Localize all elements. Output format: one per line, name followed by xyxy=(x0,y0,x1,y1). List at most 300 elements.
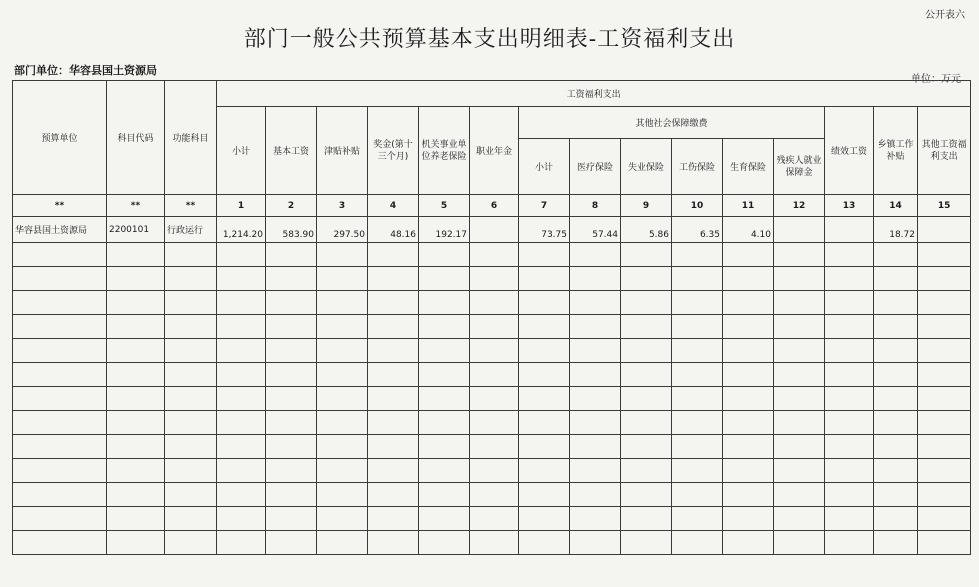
empty-cell xyxy=(774,339,825,363)
empty-cell xyxy=(825,243,874,267)
empty-cell xyxy=(825,363,874,387)
empty-cell xyxy=(317,267,368,291)
empty-cell xyxy=(165,363,217,387)
empty-cell xyxy=(419,267,470,291)
empty-cell xyxy=(13,339,107,363)
empty-cell xyxy=(519,267,570,291)
empty-cell xyxy=(470,339,519,363)
empty-cell xyxy=(672,507,723,531)
empty-cell xyxy=(317,507,368,531)
empty-cell xyxy=(723,315,774,339)
empty-cell xyxy=(672,267,723,291)
cell-performance xyxy=(825,217,874,243)
empty-cell xyxy=(165,291,217,315)
header-maternity: 生育保险 xyxy=(723,139,774,195)
index-cell: 4 xyxy=(368,195,419,217)
empty-cell xyxy=(874,387,918,411)
empty-cell xyxy=(107,483,165,507)
empty-cell xyxy=(918,387,971,411)
empty-cell xyxy=(470,531,519,555)
empty-cell xyxy=(570,435,621,459)
index-cell: 10 xyxy=(672,195,723,217)
cell-function-subject: 行政运行 xyxy=(165,217,217,243)
empty-cell xyxy=(672,243,723,267)
empty-cell xyxy=(107,243,165,267)
empty-cell xyxy=(723,387,774,411)
empty-cell xyxy=(165,315,217,339)
empty-cell xyxy=(419,387,470,411)
empty-cell xyxy=(217,507,266,531)
index-cell: 12 xyxy=(774,195,825,217)
empty-cell xyxy=(519,387,570,411)
empty-cell xyxy=(918,507,971,531)
empty-cell xyxy=(570,315,621,339)
cell-allowance: 297.50 xyxy=(317,217,368,243)
empty-cell xyxy=(825,267,874,291)
empty-cell xyxy=(621,363,672,387)
header-unemployment: 失业保险 xyxy=(621,139,672,195)
empty-row xyxy=(13,339,971,363)
empty-cell xyxy=(918,291,971,315)
empty-cell xyxy=(217,387,266,411)
empty-cell xyxy=(672,531,723,555)
index-cell: 2 xyxy=(266,195,317,217)
empty-cell xyxy=(874,531,918,555)
empty-cell xyxy=(723,411,774,435)
empty-cell xyxy=(419,363,470,387)
empty-cell xyxy=(217,267,266,291)
empty-cell xyxy=(774,411,825,435)
empty-cell xyxy=(570,267,621,291)
cell-subtotal: 1,214.20 xyxy=(217,217,266,243)
index-cell: ** xyxy=(13,195,107,217)
empty-cell xyxy=(368,507,419,531)
header-injury: 工伤保险 xyxy=(672,139,723,195)
empty-row xyxy=(13,507,971,531)
empty-cell xyxy=(774,315,825,339)
empty-cell xyxy=(774,243,825,267)
empty-cell xyxy=(825,387,874,411)
empty-cell xyxy=(570,507,621,531)
empty-cell xyxy=(774,507,825,531)
empty-cell xyxy=(165,267,217,291)
empty-cell xyxy=(874,243,918,267)
department-label: 部门单位：华容县国土资源局 xyxy=(14,64,157,77)
empty-cell xyxy=(368,459,419,483)
empty-row xyxy=(13,483,971,507)
cell-other-welfare xyxy=(918,217,971,243)
empty-cell xyxy=(723,267,774,291)
empty-cell xyxy=(107,267,165,291)
empty-cell xyxy=(13,291,107,315)
empty-cell xyxy=(672,483,723,507)
header-social-subtotal: 小计 xyxy=(519,139,570,195)
header-township: 乡镇工作补贴 xyxy=(874,107,918,195)
empty-cell xyxy=(419,531,470,555)
empty-cell xyxy=(470,315,519,339)
empty-cell xyxy=(368,291,419,315)
empty-cell xyxy=(825,531,874,555)
empty-cell xyxy=(570,459,621,483)
cell-township: 18.72 xyxy=(874,217,918,243)
empty-cell xyxy=(419,411,470,435)
empty-cell xyxy=(723,339,774,363)
empty-cell xyxy=(317,435,368,459)
empty-cell xyxy=(825,459,874,483)
empty-cell xyxy=(317,291,368,315)
empty-cell xyxy=(317,387,368,411)
empty-cell xyxy=(13,483,107,507)
unit-label: 单位：万元 xyxy=(911,74,961,85)
empty-cell xyxy=(874,459,918,483)
empty-cell xyxy=(217,243,266,267)
empty-cell xyxy=(918,363,971,387)
empty-cell xyxy=(918,339,971,363)
header-other-social: 其他社会保障缴费 xyxy=(519,107,825,139)
empty-cell xyxy=(621,267,672,291)
index-cell: 13 xyxy=(825,195,874,217)
empty-cell xyxy=(317,363,368,387)
empty-cell xyxy=(621,483,672,507)
empty-cell xyxy=(165,531,217,555)
empty-cell xyxy=(419,435,470,459)
header-basic-salary: 基本工资 xyxy=(266,107,317,195)
empty-cell xyxy=(570,483,621,507)
empty-cell xyxy=(470,435,519,459)
header-pension: 机关事业单位养老保险 xyxy=(419,107,470,195)
index-cell: 6 xyxy=(470,195,519,217)
empty-cell xyxy=(874,483,918,507)
empty-row xyxy=(13,243,971,267)
empty-cell xyxy=(419,315,470,339)
empty-cell xyxy=(621,459,672,483)
empty-cell xyxy=(570,339,621,363)
empty-cell xyxy=(13,243,107,267)
index-cell: 11 xyxy=(723,195,774,217)
empty-cell xyxy=(107,411,165,435)
empty-cell xyxy=(107,387,165,411)
empty-cell xyxy=(266,339,317,363)
empty-cell xyxy=(774,363,825,387)
empty-cell xyxy=(217,531,266,555)
empty-cell xyxy=(266,435,317,459)
empty-cell xyxy=(723,483,774,507)
empty-cell xyxy=(918,243,971,267)
empty-cell xyxy=(874,435,918,459)
header-performance: 绩效工资 xyxy=(825,107,874,195)
empty-cell xyxy=(217,339,266,363)
empty-cell xyxy=(825,507,874,531)
header-budget-unit: 预算单位 xyxy=(13,81,107,195)
empty-cell xyxy=(317,315,368,339)
index-cell: 8 xyxy=(570,195,621,217)
empty-cell xyxy=(672,363,723,387)
empty-cell xyxy=(621,387,672,411)
header-subject-code: 科目代码 xyxy=(107,81,165,195)
empty-cell xyxy=(217,291,266,315)
empty-cell xyxy=(672,291,723,315)
index-cell: 14 xyxy=(874,195,918,217)
empty-cell xyxy=(13,411,107,435)
empty-cell xyxy=(368,339,419,363)
cell-medical: 57.44 xyxy=(570,217,621,243)
empty-cell xyxy=(419,339,470,363)
empty-cell xyxy=(570,531,621,555)
empty-cell xyxy=(266,291,317,315)
empty-cell xyxy=(519,507,570,531)
empty-cell xyxy=(165,243,217,267)
empty-cell xyxy=(470,459,519,483)
empty-cell xyxy=(874,315,918,339)
empty-cell xyxy=(621,315,672,339)
empty-cell xyxy=(266,411,317,435)
empty-cell xyxy=(419,483,470,507)
empty-cell xyxy=(519,531,570,555)
empty-cell xyxy=(317,243,368,267)
empty-cell xyxy=(107,531,165,555)
empty-cell xyxy=(825,483,874,507)
index-cell: 15 xyxy=(918,195,971,217)
empty-cell xyxy=(621,291,672,315)
cell-subject-code: 2200101 xyxy=(107,217,165,243)
empty-cell xyxy=(13,459,107,483)
empty-cell xyxy=(723,291,774,315)
empty-cell xyxy=(13,363,107,387)
empty-cell xyxy=(774,267,825,291)
empty-cell xyxy=(470,483,519,507)
empty-cell xyxy=(317,459,368,483)
empty-cell xyxy=(723,507,774,531)
empty-cell xyxy=(874,411,918,435)
empty-cell xyxy=(519,483,570,507)
empty-cell xyxy=(774,459,825,483)
empty-cell xyxy=(107,507,165,531)
index-cell: 9 xyxy=(621,195,672,217)
empty-cell xyxy=(266,243,317,267)
header-bonus: 奖金(第十三个月) xyxy=(368,107,419,195)
empty-row xyxy=(13,387,971,411)
empty-cell xyxy=(419,507,470,531)
empty-cell xyxy=(13,435,107,459)
empty-cell xyxy=(874,291,918,315)
empty-cell xyxy=(621,339,672,363)
empty-cell xyxy=(519,315,570,339)
index-cell: 3 xyxy=(317,195,368,217)
empty-row xyxy=(13,315,971,339)
empty-cell xyxy=(774,435,825,459)
empty-cell xyxy=(918,267,971,291)
empty-cell xyxy=(368,387,419,411)
empty-cell xyxy=(918,531,971,555)
empty-cell xyxy=(165,339,217,363)
empty-cell xyxy=(13,387,107,411)
empty-cell xyxy=(825,435,874,459)
empty-cell xyxy=(672,339,723,363)
empty-cell xyxy=(419,243,470,267)
empty-cell xyxy=(107,435,165,459)
empty-cell xyxy=(774,291,825,315)
empty-cell xyxy=(672,411,723,435)
empty-cell xyxy=(165,483,217,507)
empty-cell xyxy=(217,483,266,507)
empty-cell xyxy=(874,339,918,363)
empty-cell xyxy=(570,243,621,267)
empty-cell xyxy=(107,315,165,339)
empty-cell xyxy=(470,243,519,267)
empty-cell xyxy=(621,411,672,435)
page-title: 部门一般公共预算基本支出明细表-工资福利支出 xyxy=(243,27,736,52)
empty-cell xyxy=(217,411,266,435)
empty-cell xyxy=(165,411,217,435)
empty-cell xyxy=(317,339,368,363)
cell-maternity: 4.10 xyxy=(723,217,774,243)
empty-cell xyxy=(672,387,723,411)
cell-occupational-annuity xyxy=(470,217,519,243)
empty-cell xyxy=(774,483,825,507)
empty-cell xyxy=(266,531,317,555)
empty-cell xyxy=(519,363,570,387)
empty-row xyxy=(13,267,971,291)
cell-pension: 192.17 xyxy=(419,217,470,243)
empty-cell xyxy=(470,411,519,435)
empty-cell xyxy=(217,363,266,387)
empty-cell xyxy=(266,507,317,531)
empty-cell xyxy=(165,507,217,531)
empty-row xyxy=(13,435,971,459)
empty-cell xyxy=(317,411,368,435)
empty-cell xyxy=(621,435,672,459)
empty-cell xyxy=(368,435,419,459)
empty-cell xyxy=(672,459,723,483)
empty-cell xyxy=(217,459,266,483)
empty-cell xyxy=(621,507,672,531)
empty-cell xyxy=(470,507,519,531)
empty-cell xyxy=(874,363,918,387)
header-wage-welfare: 工资福利支出 xyxy=(217,81,971,107)
empty-row xyxy=(13,291,971,315)
header-other-welfare: 其他工资福利支出 xyxy=(918,107,971,195)
empty-cell xyxy=(570,363,621,387)
cell-social-subtotal: 73.75 xyxy=(519,217,570,243)
header-disabled: 残疾人就业保障金 xyxy=(774,139,825,195)
empty-cell xyxy=(825,339,874,363)
empty-cell xyxy=(217,315,266,339)
expenditure-table xyxy=(12,80,971,555)
cell-disabled xyxy=(774,217,825,243)
empty-row xyxy=(13,531,971,555)
empty-cell xyxy=(918,411,971,435)
cell-bonus: 48.16 xyxy=(368,217,419,243)
empty-cell xyxy=(419,291,470,315)
empty-cell xyxy=(825,315,874,339)
index-cell: 7 xyxy=(519,195,570,217)
empty-cell xyxy=(107,459,165,483)
empty-cell xyxy=(107,291,165,315)
empty-cell xyxy=(825,411,874,435)
empty-cell xyxy=(266,363,317,387)
empty-cell xyxy=(470,291,519,315)
index-cell: 1 xyxy=(217,195,266,217)
empty-cell xyxy=(918,483,971,507)
empty-cell xyxy=(368,531,419,555)
index-row xyxy=(13,195,971,217)
empty-cell xyxy=(470,267,519,291)
empty-cell xyxy=(570,411,621,435)
index-cell: ** xyxy=(107,195,165,217)
empty-cell xyxy=(874,507,918,531)
empty-cell xyxy=(368,363,419,387)
empty-cell xyxy=(621,243,672,267)
empty-cell xyxy=(317,531,368,555)
empty-cell xyxy=(723,459,774,483)
empty-cell xyxy=(13,315,107,339)
empty-cell xyxy=(107,363,165,387)
empty-cell xyxy=(672,435,723,459)
empty-cell xyxy=(368,267,419,291)
empty-cell xyxy=(13,531,107,555)
empty-cell xyxy=(419,459,470,483)
cell-basic-salary: 583.90 xyxy=(266,217,317,243)
empty-cell xyxy=(266,315,317,339)
empty-cell xyxy=(519,243,570,267)
header-function-subject: 功能科目 xyxy=(165,81,217,195)
empty-cell xyxy=(266,267,317,291)
empty-cell xyxy=(621,531,672,555)
empty-cell xyxy=(918,435,971,459)
index-cell: ** xyxy=(165,195,217,217)
empty-cell xyxy=(165,459,217,483)
empty-cell xyxy=(368,483,419,507)
empty-cell xyxy=(368,315,419,339)
empty-row xyxy=(13,363,971,387)
empty-cell xyxy=(570,387,621,411)
empty-cell xyxy=(723,243,774,267)
public-table-label: 公开表六 xyxy=(925,10,965,21)
empty-cell xyxy=(266,459,317,483)
empty-cell xyxy=(874,267,918,291)
header-subtotal: 小计 xyxy=(217,107,266,195)
header-allowance: 津贴补贴 xyxy=(317,107,368,195)
empty-cell xyxy=(774,531,825,555)
cell-unemployment: 5.86 xyxy=(621,217,672,243)
empty-cell xyxy=(723,435,774,459)
header-medical: 医疗保险 xyxy=(570,139,621,195)
empty-cell xyxy=(165,387,217,411)
blank-rows xyxy=(13,243,971,555)
index-cell: 5 xyxy=(419,195,470,217)
empty-cell xyxy=(918,459,971,483)
empty-cell xyxy=(672,315,723,339)
empty-cell xyxy=(723,531,774,555)
empty-row xyxy=(13,459,971,483)
empty-cell xyxy=(519,339,570,363)
empty-cell xyxy=(470,363,519,387)
cell-budget-unit: 华容县国土资源局 xyxy=(13,217,107,243)
empty-cell xyxy=(519,291,570,315)
empty-cell xyxy=(774,387,825,411)
cell-injury: 6.35 xyxy=(672,217,723,243)
empty-cell xyxy=(317,483,368,507)
empty-cell xyxy=(266,483,317,507)
empty-cell xyxy=(519,435,570,459)
header-occupational-annuity: 职业年金 xyxy=(470,107,519,195)
empty-cell xyxy=(217,435,266,459)
empty-cell xyxy=(165,435,217,459)
empty-cell xyxy=(918,315,971,339)
empty-cell xyxy=(723,363,774,387)
empty-cell xyxy=(570,291,621,315)
empty-cell xyxy=(13,507,107,531)
